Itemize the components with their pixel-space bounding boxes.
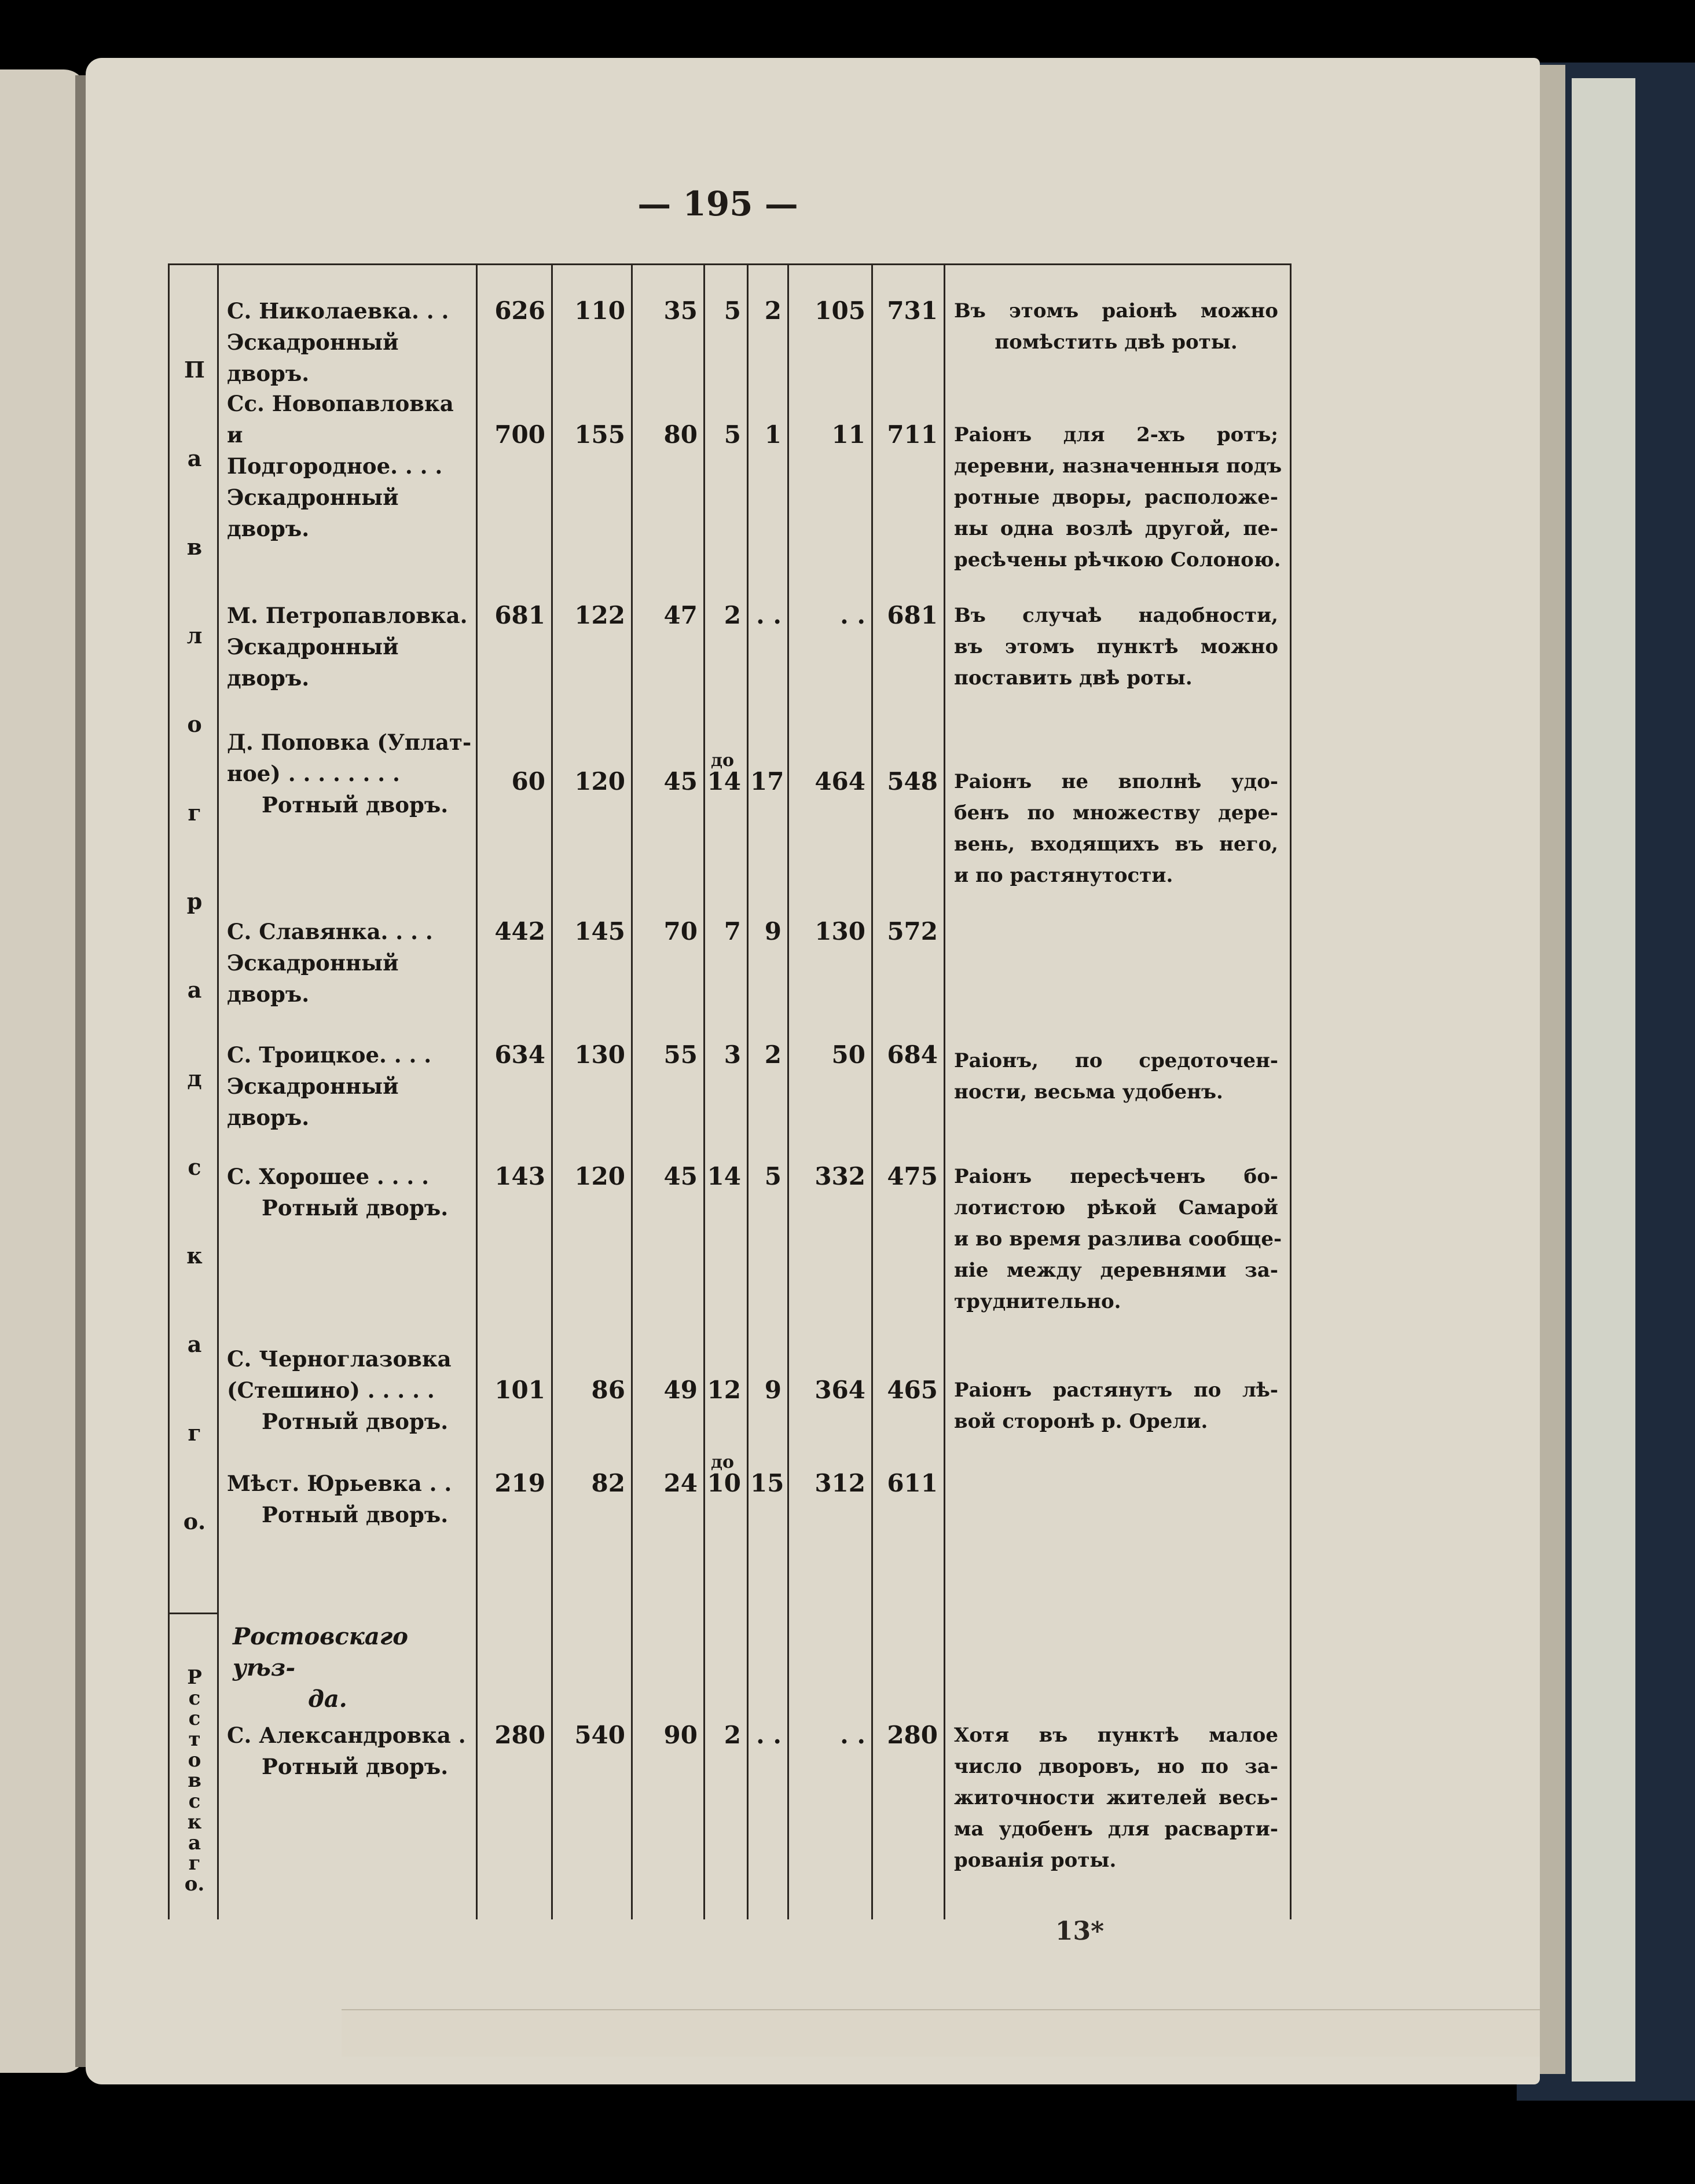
col6-value: 130 [815,917,865,946]
col5-value: 2 [764,296,782,325]
col4-value: 14 [707,1162,741,1190]
col1-value: 280 [494,1721,545,1749]
remark: Въ этомъ раіонѣ можно помѣстить двѣ роты. [954,299,1278,354]
col4-value: 12 [707,1376,741,1404]
col2-value: 120 [574,767,625,796]
col3-value: 24 [663,1469,698,1497]
settlement-name: Д. Поповка (Уплат- ное) . . . . . . . . Ротный дворъ. [227,730,472,818]
col6-value: 364 [815,1376,865,1404]
col7-value: 684 [887,1040,938,1069]
column-rule [703,263,705,1919]
col1-value: 634 [494,1040,545,1069]
col6-value: . . [840,601,865,629]
remark: Раіонъ не вполнѣ удо- бенъ по множеству дере- вень, входящихъ въ него, и по растянутости. [954,770,1278,887]
column-rule [631,263,633,1919]
col1-value: 442 [494,917,545,946]
col2-value: 540 [574,1721,625,1749]
col6-value: 11 [831,420,865,449]
col4-value: 5 [724,296,741,325]
col1-value: 700 [494,420,545,449]
col1-value: 60 [511,767,545,796]
side-label-divider [168,1613,218,1614]
column-rule [871,263,873,1919]
col2-value: 110 [574,296,625,325]
col3-value: 55 [663,1040,698,1069]
settlement-name: С. Черноглазовка (Стешино) . . . . . Ротный дворъ. [227,1346,452,1434]
col3-value: 70 [663,917,698,946]
settlement-name: С. Александровка . Ротный дворъ. [227,1723,466,1779]
col7-value: 711 [887,420,938,449]
col4-value: 14 [707,767,741,796]
col6-value: 50 [831,1040,865,1069]
col3-value: 45 [663,1162,698,1190]
settlement-name: Сс. Новопавловка и Подгородное. . . . Эскадронный дворъ. [227,391,454,541]
facing-page [0,69,87,2073]
page-stack-edge [1536,65,1565,2074]
col5-value: . . [756,1721,782,1749]
col5-value: 17 [750,767,784,796]
col2-value: 86 [591,1376,625,1404]
column-rule [476,263,478,1919]
page-number: — 195 — [637,184,798,223]
table-left-rule [168,263,170,1919]
settlement-name: Мѣст. Юрьевка . . Ротный дворъ. [227,1471,452,1527]
page-bottom-strip [342,2009,1540,2057]
col7-value: 731 [887,296,938,325]
col2-value: 155 [574,420,625,449]
col3-value: 45 [663,767,698,796]
settlement-name: С. Николаевка. . . Эскадронный дворъ. [227,298,449,386]
col6-value: 332 [815,1162,865,1190]
table-top-rule [168,263,1291,265]
remark: Въ случаѣ надобности, въ этомъ пунктѣ можно поставить двѣ роты. [954,604,1278,690]
col7-value: 572 [887,917,938,946]
column-rule [1290,263,1292,1919]
settlement-name: С. Троицкое. . . . Эскадронный дворъ. [227,1042,432,1130]
col4-value: 3 [724,1040,741,1069]
col3-value: 90 [663,1721,698,1749]
col7-value: 280 [887,1721,938,1749]
col1-value: 681 [494,601,545,629]
side-label-pavlogradskago: П а в л о г р а д с к а г о. [183,357,206,1534]
column-rule [787,263,789,1919]
remark: Раіонъ для 2-хъ ротъ; деревни, назначенныя подъ ротные дворы, расположе- ны одна возлѣ другой, пе- ресѣчены рѣчкою Солоною. [954,423,1282,571]
col1-value: 219 [494,1469,545,1497]
prefix-do: до [711,1452,735,1472]
book-cover-edge [1572,78,1635,2082]
col4-value: 10 [707,1469,741,1497]
col6-value: 105 [815,296,865,325]
col7-value: 611 [887,1469,938,1497]
col1-value: 626 [494,296,545,325]
col1-value: 143 [494,1162,545,1190]
remark: Хотя въ пунктѣ малое число дворовъ, но по за- житочности жителей весь- ма удобенъ для расварти- рованія роты. [954,1724,1278,1872]
col4-value: 7 [724,917,741,946]
col7-value: 548 [887,767,938,796]
column-rule [944,263,945,1919]
settlement-name: М. Петропавловка. Эскадронный дворъ. [227,603,468,691]
col7-value: 475 [887,1162,938,1190]
remark: Раіонъ растянутъ по лѣ- вой сторонѣ р. Орели. [954,1379,1278,1433]
col2-value: 130 [574,1040,625,1069]
col2-value: 120 [574,1162,625,1190]
col6-value: . . [840,1721,865,1749]
col4-value: 2 [724,1721,741,1749]
col7-value: 465 [887,1376,938,1404]
col3-value: 35 [663,296,698,325]
col2-value: 145 [574,917,625,946]
prefix-do: до [711,750,735,771]
col1-value: 101 [494,1376,545,1404]
col5-value: 9 [764,1376,782,1404]
col5-value: 2 [764,1040,782,1069]
col6-value: 312 [815,1469,865,1497]
col5-value: 15 [750,1469,784,1497]
col3-value: 47 [663,601,698,629]
col6-value: 464 [815,767,865,796]
col7-value: 681 [887,601,938,629]
col5-value: 5 [764,1162,782,1190]
col3-value: 49 [663,1376,698,1404]
col4-value: 2 [724,601,741,629]
col2-value: 82 [591,1469,625,1497]
col5-value: . . [756,601,782,629]
col5-value: 9 [764,917,782,946]
signature-mark: 13* [1055,1917,1105,1946]
col4-value: 5 [724,420,741,449]
column-rule [551,263,553,1919]
settlement-name: С. Славянка. . . . Эскадронный дворъ. [227,919,433,1007]
remark: Раіонъ, по средоточен- ности, весьма удобенъ. [954,1049,1278,1104]
remark: Раіонъ пересѣченъ бо- лотистою рѣкой Самарой и во время разлива сообще- ніе между деревнями за- труднительно. [954,1165,1282,1313]
col2-value: 122 [574,601,625,629]
col5-value: 1 [764,420,782,449]
col3-value: 80 [663,420,698,449]
side-label-rostovskago: Р с с т о в с к а г о. [184,1666,205,1896]
settlement-name: С. Хорошее . . . . Ротный дворъ. [227,1164,449,1221]
column-rule [747,263,749,1919]
